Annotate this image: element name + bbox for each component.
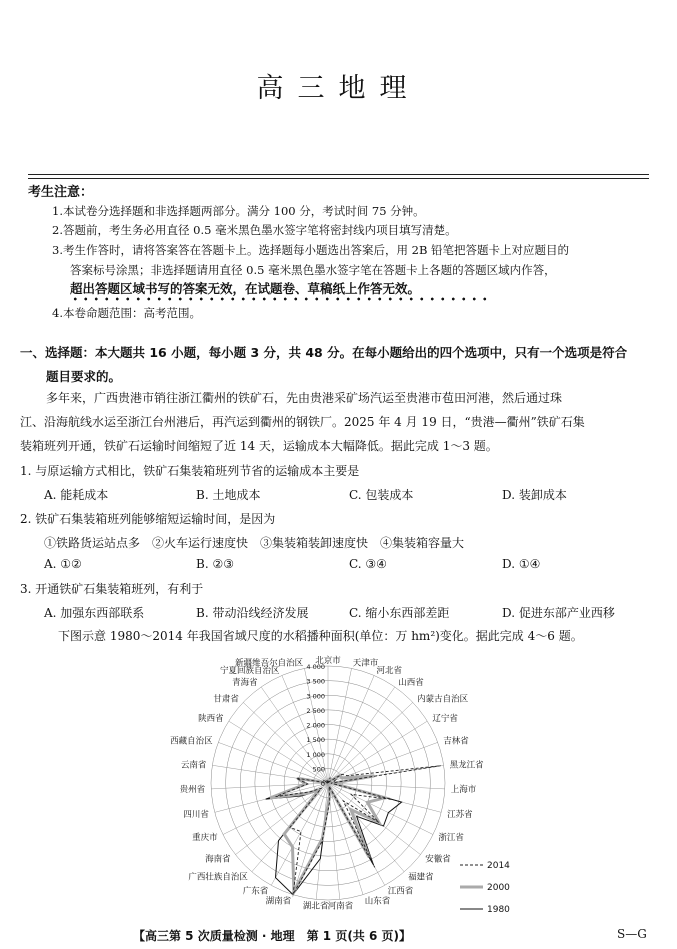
option-a[interactable]: A. 加强东西部联系 <box>44 606 145 620</box>
axis-tick-label: 0 <box>320 780 325 788</box>
option-a[interactable]: A. ①② <box>44 557 82 571</box>
province-label: 河南省 <box>327 901 354 912</box>
province-label: 湖南省 <box>265 896 292 907</box>
province-label: 吉林省 <box>443 736 469 747</box>
province-label: 上海市 <box>450 785 477 796</box>
passage-line: 多年来，广西贵港市销往浙江衢州的铁矿石，先由贵港采矿场汽运至贵港市苞田河港，然后通过珠 <box>46 391 563 405</box>
option-b[interactable]: B. ②③ <box>196 557 234 571</box>
grid-spoke <box>328 783 433 835</box>
option-c[interactable]: C. 缩小东西部差距 <box>349 606 450 620</box>
axis-tick-label: 3 500 <box>306 677 325 686</box>
province-label: 云南省 <box>180 760 207 771</box>
province-label: 安徽省 <box>425 854 451 865</box>
option-d[interactable]: D. ①④ <box>502 557 541 571</box>
province-label: 江苏省 <box>447 809 473 820</box>
notice-emphasis: 超出答题区域书写的答案无效，在试题卷、草稿纸上作答无效。 <box>70 281 421 296</box>
passage-line: 江、沿海航线水运至浙江台州港后，再汽运到衢州的钢铁厂。2025 年 4 月 19 日，“贵港—衢州”铁矿石集 <box>20 415 585 429</box>
grid-spoke <box>218 742 328 783</box>
province-label: 福建省 <box>408 872 434 883</box>
province-label: 宁夏回族自治区 <box>219 666 280 676</box>
grid-spoke <box>328 675 374 783</box>
province-label: 浙江省 <box>438 833 464 844</box>
header-rule-inner <box>28 178 649 179</box>
province-label: 甘肃省 <box>213 694 239 705</box>
option-c[interactable]: C. ③④ <box>349 557 387 571</box>
province-label: 新疆维吾尔自治区 <box>235 658 304 669</box>
province-label: 河北省 <box>376 666 403 676</box>
question-items: ①铁路货运站点多 ②火车运行速度快 ③集装箱装卸速度快 ④集装箱容量大 <box>44 536 465 550</box>
notice-item: 1.本试卷分选择题和非选择题两部分。满分 100 分，考试时间 75 分钟。 <box>52 204 425 218</box>
province-label: 西藏自治区 <box>170 736 213 747</box>
option-b[interactable]: B. 带动沿线经济发展 <box>196 606 309 620</box>
province-label: 江西省 <box>387 886 414 897</box>
option-b[interactable]: B. 土地成本 <box>196 488 261 502</box>
province-label: 辽宁省 <box>432 713 458 724</box>
axis-tick-label: 2 000 <box>306 721 325 730</box>
province-label: 贵州省 <box>179 785 206 796</box>
option-d[interactable]: D. 促进东部产业西移 <box>502 606 615 620</box>
province-label: 广东省 <box>242 886 269 897</box>
province-label: 青海省 <box>232 678 258 688</box>
legend-label: 2014 <box>487 861 510 871</box>
option-d[interactable]: D. 装卸成本 <box>502 488 567 502</box>
notice-item: 4.本卷命题范围：高考范围。 <box>52 306 201 320</box>
province-label: 内蒙古自治区 <box>417 694 469 705</box>
page-title: 高三地理 <box>256 73 421 104</box>
province-label: 黑龙江省 <box>449 760 484 771</box>
province-label: 重庆市 <box>192 833 218 844</box>
axis-tick-label: 1 000 <box>306 750 325 759</box>
emphasis-dots <box>70 297 490 301</box>
notice-item: 2.答题前，考生务必用直径 0.5 毫米黑色墨水签字笔将密封线内项目填写清楚。 <box>52 223 457 237</box>
question-stem: 2. 铁矿石集装箱班列能够缩短运输时间，是因为 <box>20 512 276 526</box>
province-label: 四川省 <box>183 809 209 820</box>
section-heading-cont: 题目要求的。 <box>46 369 122 384</box>
notice-heading: 考生注意： <box>28 185 94 200</box>
axis-tick-label: 2 500 <box>306 706 325 715</box>
passage-line: 装箱班列开通，铁矿石运输时间缩短了近 14 天，运输成本大幅降低。据此完成 1～3 题。 <box>20 439 498 453</box>
province-label: 广西壮族自治区 <box>188 872 248 883</box>
province-label: 湖北省 <box>302 901 329 912</box>
grid-spoke <box>328 721 427 783</box>
option-c[interactable]: C. 包装成本 <box>349 488 414 502</box>
legend-label: 2000 <box>487 883 510 893</box>
province-label: 山西省 <box>398 678 424 688</box>
section-heading: 一、选择题：本大题共 16 小题，每小题 3 分，共 48 分。在每小题给出的四个选项中，只有一个选项是符合 <box>20 345 628 360</box>
header-rule <box>28 174 649 175</box>
province-label: 海南省 <box>205 854 231 865</box>
notice-item: 3.考生作答时，请将答案答在答题卡上。选择题每小题选出答案后，用 2B 铅笔把答题卡上对应题目的 <box>52 243 570 257</box>
axis-tick-label: 500 <box>312 765 325 774</box>
series-2000 <box>270 775 385 892</box>
notice-item: 答案标号涂黑；非选择题请用直径 0.5 毫米黑色墨水签字笔在答题卡上各题的答题区域内作答， <box>70 263 556 277</box>
option-a[interactable]: A. 能耗成本 <box>44 488 109 502</box>
question-stem: 3. 开通铁矿石集装箱班列，有利于 <box>20 582 204 596</box>
province-label: 陕西省 <box>198 713 224 724</box>
axis-tick-label: 4 000 <box>306 663 325 671</box>
rice-area-radar-chart <box>150 648 520 918</box>
chart-intro: 下图示意 1980～2014 年我国省域尺度的水稻播种面积(单位：万 hm²)变化。据此完成 4～6 题。 <box>58 629 583 643</box>
footer-code: S—G <box>617 927 647 941</box>
province-label: 北京市 <box>315 656 341 666</box>
province-label: 天津市 <box>352 658 379 669</box>
province-label: 山东省 <box>364 896 391 907</box>
axis-tick-label: 1 500 <box>306 736 325 745</box>
question-stem: 1. 与原运输方式相比，铁矿石集装箱班列节省的运输成本主要是 <box>20 464 360 478</box>
axis-tick-label: 3 000 <box>306 692 325 701</box>
legend-label: 1980 <box>487 905 510 915</box>
footer-page-info: 【高三第 5 次质量检测 · 地理 第 1 页(共 6 页)】 <box>133 929 411 943</box>
